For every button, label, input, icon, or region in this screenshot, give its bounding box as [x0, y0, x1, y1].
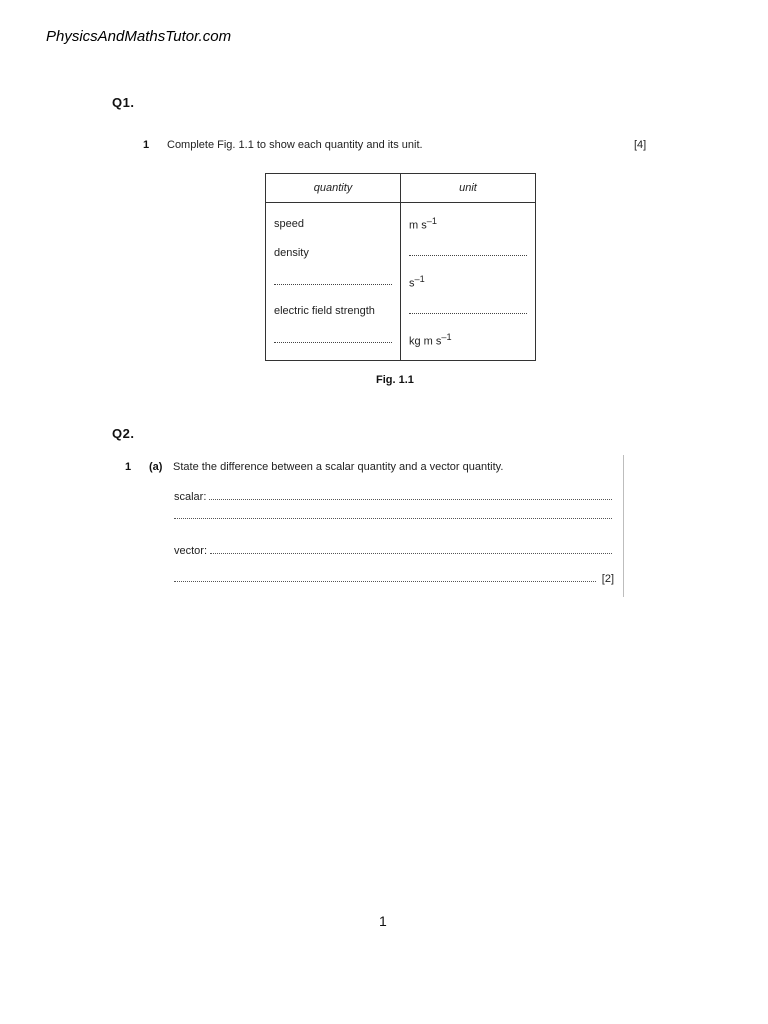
unit-cell: m $s^{-1}$: [401, 203, 536, 239]
q2-instruction: State the difference between a scalar quantity and a vector quantity.: [173, 461, 504, 473]
figure-caption: Fig. 1.1: [376, 374, 414, 386]
unit-answer-blank[interactable]: [401, 238, 536, 267]
table-row: [266, 267, 536, 296]
unit-cell: $s^{-1}$: [401, 267, 536, 296]
q2-marks: [2]: [601, 573, 614, 585]
q2-heading: Q2.: [112, 426, 135, 441]
quantity-unit-table: [265, 173, 536, 361]
site-name: PhysicsAndMathsTutor.com: [46, 28, 232, 45]
vector-label: vector:: [174, 545, 208, 557]
scalar-answer-line-2[interactable]: [174, 518, 614, 522]
header-quantity: quantity: [266, 174, 401, 203]
quantity-answer-blank[interactable]: [266, 325, 401, 361]
quantity-answer-blank[interactable]: [266, 267, 401, 296]
q1-instruction: Complete Fig. 1.1 to show each quantity and its unit.: [167, 139, 423, 151]
margin-rule: [623, 455, 624, 597]
quantity-cell: electric field strength: [266, 296, 401, 325]
unit-cell: kg m $s^{-1}$: [401, 325, 536, 361]
unit-answer-blank[interactable]: [401, 296, 536, 325]
quantity-cell: speed: [266, 203, 401, 239]
page-number: 1: [379, 913, 387, 929]
quantity-cell: density: [266, 238, 401, 267]
scalar-label: scalar:: [174, 491, 207, 503]
q2-number: 1: [125, 461, 132, 473]
header-unit: unit: [401, 174, 536, 203]
table-row: [266, 325, 536, 361]
vector-answer-line[interactable]: [174, 545, 614, 557]
table-row: [266, 238, 536, 267]
q1-marks: [4]: [634, 139, 647, 151]
vector-answer-line-2[interactable]: [174, 573, 614, 585]
table-row: [266, 296, 536, 325]
q1-heading: Q1.: [112, 95, 135, 110]
scalar-answer-line[interactable]: [174, 491, 614, 503]
q2-part: (a): [149, 461, 163, 473]
table-row: [266, 203, 536, 239]
q1-number: 1: [143, 139, 150, 151]
